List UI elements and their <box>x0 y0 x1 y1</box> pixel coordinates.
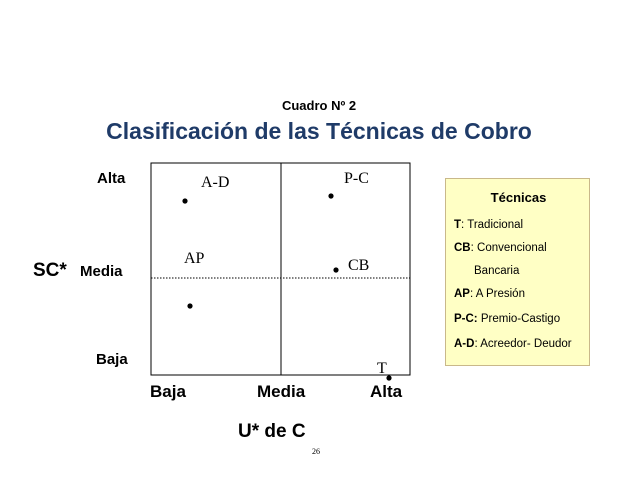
x-level-media: Media <box>257 382 306 401</box>
caption: Cuadro Nº 2 <box>281 98 357 113</box>
legend-text: Tradicional <box>467 219 524 231</box>
legend-code: P-C: <box>454 313 478 325</box>
legend-item-p-c <box>454 313 560 325</box>
point-marker-ap <box>187 303 192 308</box>
point-label-t: T <box>377 360 387 377</box>
legend-code: A-D <box>454 338 475 350</box>
y-axis-title: SC* <box>33 260 67 281</box>
legend-text: Acreedor- Deudor <box>480 338 572 350</box>
legend-item-ap <box>454 288 525 300</box>
point-marker-p-c <box>328 193 333 198</box>
point-label-cb: CB <box>348 257 370 274</box>
point-label-p-c: P-C <box>344 170 369 187</box>
legend-code: T <box>454 219 462 231</box>
point-marker-a-d <box>182 198 187 203</box>
y-level-baja: Baja <box>96 351 128 368</box>
legend-sep: : <box>461 219 468 231</box>
legend-item-a-d <box>454 338 572 350</box>
legend-text: Convencional <box>477 242 547 254</box>
legend-box <box>445 178 590 366</box>
legend-sep: : <box>470 242 478 254</box>
legend-text: Bancaria <box>474 265 520 277</box>
point-label-ap: AP <box>184 250 205 267</box>
y-level-alta: Alta <box>97 170 126 187</box>
legend-sep: : <box>474 338 481 350</box>
x-axis-title: U* de C <box>238 421 306 442</box>
legend-item-cb-continued <box>474 265 519 277</box>
x-level-baja: Baja <box>150 382 186 401</box>
legend-item-cb <box>454 242 547 254</box>
page-number: 26 <box>312 447 320 456</box>
y-level-media: Media <box>80 263 123 280</box>
legend-title: Técnicas <box>490 190 547 205</box>
legend-text: A Presión <box>475 288 525 300</box>
legend-code: AP <box>454 288 470 300</box>
x-level-alta: Alta <box>370 382 403 401</box>
legend-text: Premio-Castigo <box>480 313 561 325</box>
point-marker-cb <box>333 267 338 272</box>
page-title: Clasificación de las Técnicas de Cobro <box>106 118 532 144</box>
point-marker-t <box>386 375 391 380</box>
legend-code: CB <box>454 242 471 254</box>
legend-sep: : <box>469 288 476 300</box>
point-label-a-d: A-D <box>201 174 230 191</box>
legend-item-t <box>454 219 523 231</box>
